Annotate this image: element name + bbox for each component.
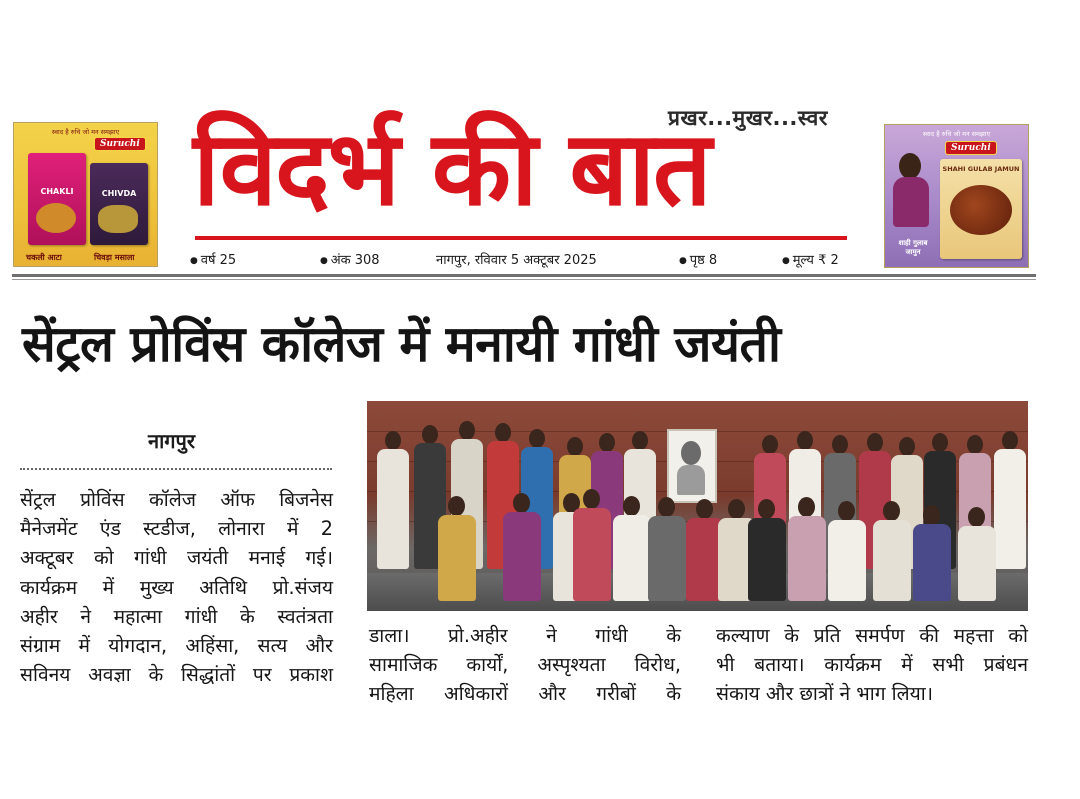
left-ad-caption-chakli: चकली आटा xyxy=(26,253,62,262)
year-info: ● वर्ष 25 xyxy=(190,250,236,268)
model-head xyxy=(899,153,921,179)
issue-info: ● अंक 308 xyxy=(320,250,380,268)
article-line: सामाजिक कार्यों, अस्पृश्यता विरोध, xyxy=(369,653,681,677)
right-ad-brand: Suruchi xyxy=(945,141,997,155)
article-line: महिला अधिकारों और गरीबों के xyxy=(369,682,681,706)
article-line: अक्टूबर को गांधी जयंती मनाई गई। xyxy=(20,546,333,570)
left-ad-brand: Suruchi xyxy=(94,137,146,151)
title-underline xyxy=(195,236,847,240)
right-advertisement xyxy=(884,124,1029,268)
gulab-jamun-image xyxy=(950,185,1012,235)
article-headline: सेंट्रल प्रोविंस कॉलेज में मनायी गांधी जयंती xyxy=(22,315,781,373)
article-line: सविनय अवज्ञा के सिद्धांतों पर प्रकाश xyxy=(20,663,333,687)
article-line: कल्याण के प्रति समर्पण की महत्ता को xyxy=(716,624,1028,647)
gulab-jamun-pack-label: SHAHI GULAB JAMUN xyxy=(942,165,1020,173)
chakli-pack-label: CHAKLI xyxy=(40,187,74,196)
article-column-3 xyxy=(716,621,1028,709)
chivda-pack-label: CHIVDA xyxy=(101,189,137,198)
article-line: भी बताया। कार्यक्रम में सभी प्रबंधन xyxy=(716,653,1028,677)
place-date-info: नागपुर, रविवार 5 अक्टूबर 2025 xyxy=(436,253,597,268)
pages-info: ● पृष्ठ 8 xyxy=(679,250,717,268)
article-line: सेंट्रल प्रोविंस कॉलेज ऑफ बिजनेस xyxy=(20,488,333,511)
event-group-photo xyxy=(367,401,1028,611)
article-line: डाला। प्रो.अहीर ने गांधी के xyxy=(369,624,681,647)
dateline-dotted-rule xyxy=(20,468,332,470)
newspaper-title: विदर्भ की बात xyxy=(193,109,710,229)
left-ad-tagline: स्वाद है रुचि जो मन समझाए xyxy=(51,128,120,136)
article-line: संकाय और छात्रों ने भाग लिया। xyxy=(716,682,934,706)
gandhi-portrait xyxy=(667,429,717,503)
chakli-snack-image xyxy=(36,203,76,233)
masthead-separator xyxy=(12,274,1036,277)
left-advertisement xyxy=(13,122,158,267)
right-ad-caption: शाही गुलाब जामुन xyxy=(898,239,928,256)
masthead-tagline: प्रखर...मुखर...स्वर xyxy=(668,106,828,130)
chivda-pack xyxy=(90,163,148,245)
model-body xyxy=(893,177,929,227)
left-ad-caption-chivda: चिवड़ा मसाला xyxy=(94,253,135,262)
right-ad-tagline: स्वाद है रुचि जो मन समझाए xyxy=(922,130,991,138)
gulab-jamun-pack xyxy=(940,159,1022,259)
article-dateline: नागपुर xyxy=(148,429,196,453)
masthead-separator-thin xyxy=(12,279,1036,280)
article-line: संग्राम में योगदान, अहिंसा, सत्य और xyxy=(20,634,333,658)
article-column-1 xyxy=(20,485,333,689)
chivda-snack-image xyxy=(98,205,138,233)
price-info: ● मूल्य ₹ 2 xyxy=(782,250,839,268)
article-column-2 xyxy=(369,621,681,709)
chakli-pack xyxy=(28,153,86,245)
article-line: अहीर ने महात्मा गांधी के स्वतंत्रता xyxy=(20,604,333,628)
article-line: मैनेजमेंट एंड स्टडीज, लोनारा में 2 xyxy=(20,517,333,541)
article-line: कार्यक्रम में मुख्य अतिथि प्रो.संजय xyxy=(20,575,333,599)
